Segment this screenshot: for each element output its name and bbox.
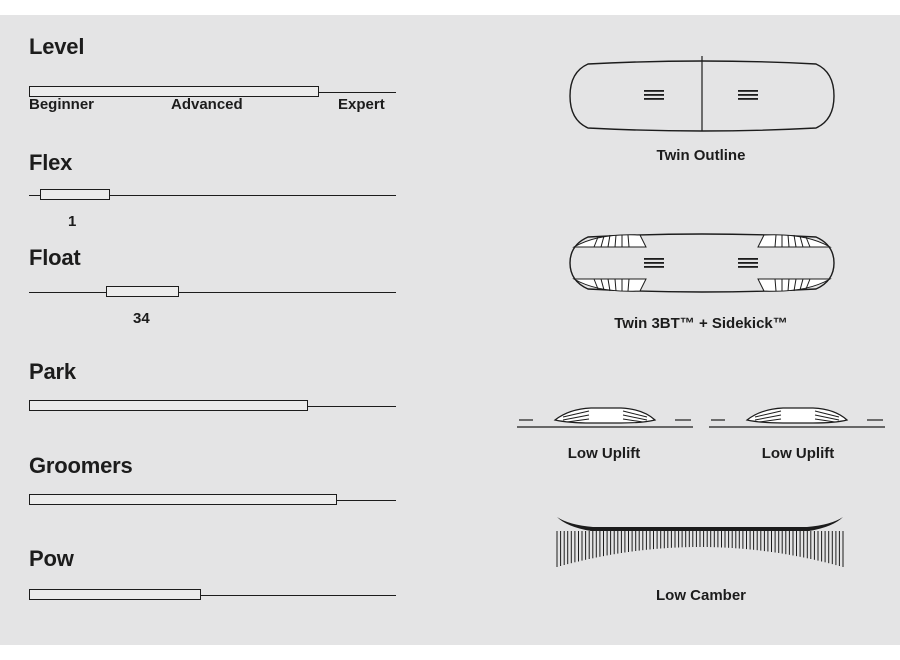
uplift-icon-left (517, 403, 693, 429)
twin-outline-board-icon (568, 60, 836, 132)
float-heading: Float (29, 245, 81, 270)
flex-bar (40, 189, 110, 200)
specs-panel (0, 15, 900, 645)
profile-label: Twin 3BT™ + Sidekick™ (614, 315, 788, 332)
flex-heading: Flex (29, 150, 73, 175)
float-value: 34 (133, 310, 150, 327)
camber-profile-icon (553, 513, 847, 571)
pow-heading: Pow (29, 546, 74, 571)
twin-3bt-sidekick-board-icon (568, 233, 836, 293)
park-track (29, 406, 396, 407)
float-bar (106, 286, 179, 297)
flex-value: 1 (68, 213, 77, 230)
level-tick-beginner: Beginner (29, 96, 95, 113)
level-heading: Level (29, 34, 85, 59)
uplift-icon-right (709, 403, 885, 429)
groomers-heading: Groomers (29, 453, 133, 478)
camber-label: Low Camber (655, 587, 747, 604)
groomers-track (29, 500, 396, 501)
level-track (29, 92, 396, 93)
uplift-label-right: Low Uplift (761, 445, 835, 462)
pow-bar (29, 589, 201, 600)
level-tick-expert: Expert (338, 96, 385, 113)
park-heading: Park (29, 359, 76, 384)
float-track (29, 292, 396, 293)
shape-label: Twin Outline (656, 147, 746, 164)
uplift-label-left: Low Uplift (567, 445, 641, 462)
pow-track (29, 595, 396, 596)
park-bar (29, 400, 308, 411)
flex-track (29, 195, 396, 196)
groomers-bar (29, 494, 337, 505)
level-tick-advanced: Advanced (171, 96, 243, 113)
